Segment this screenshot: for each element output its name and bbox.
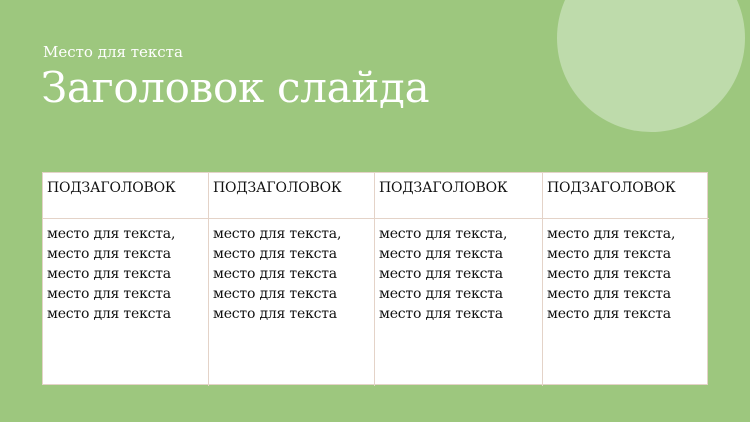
table-header-cell[interactable] [375,173,543,219]
table-cell-line: место для текста [47,246,171,262]
table-cell-line: место для текста, [47,226,176,242]
table-cell-line: место для текста [47,306,171,322]
table-cell-line: место для текста, [213,226,342,242]
slide-title[interactable]: Заголовок слайда [41,63,430,112]
table-header-text: ПОДЗАГОЛОВОК [379,180,508,196]
table-cell-line: место для текста [213,246,337,262]
table-cell-line: место для текста [379,246,503,262]
decorative-circle [557,0,745,132]
table-cell-line: место для текста [379,286,503,302]
table-cell-line: место для текста [213,266,337,282]
table-header-cell[interactable] [43,173,209,219]
table-body-cell[interactable] [375,219,543,386]
table-header-cell[interactable] [543,173,709,219]
table-cell-line: место для текста [379,306,503,322]
table-header-text: ПОДЗАГОЛОВОК [47,180,176,196]
table-body-cell[interactable] [43,219,209,386]
slide-subtitle[interactable]: Место для текста [43,43,183,61]
table-cell-line: место для текста [213,286,337,302]
table-cell-line: место для текста [47,266,171,282]
table-cell-line: место для текста [47,286,171,302]
table-cell-line: место для текста [213,306,337,322]
table-cell-line: место для текста [547,266,671,282]
content-table [42,172,708,385]
table-header-text: ПОДЗАГОЛОВОК [547,180,676,196]
table-cell-line: место для текста [547,286,671,302]
table-cell-line: место для текста [547,306,671,322]
table-cell-line: место для текста [379,266,503,282]
table-body-cell[interactable] [209,219,375,386]
table-header-cell[interactable] [209,173,375,219]
table-cell-line: место для текста, [379,226,508,242]
table-cell-line: место для текста [547,246,671,262]
table-header-text: ПОДЗАГОЛОВОК [213,180,342,196]
table-cell-line: место для текста, [547,226,676,242]
table-body-cell[interactable] [543,219,709,386]
